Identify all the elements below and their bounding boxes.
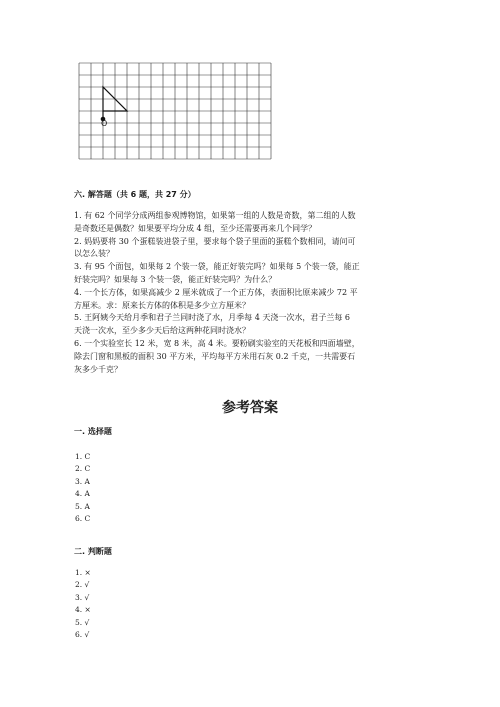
question-line: 好装完吗？如果每 3 个装一袋，能正好装完吗？为什么？ <box>74 274 277 284</box>
question-line: 3. 有 95 个面包，如果每 2 个装一袋，能正好装完吗？如果每 5 个装一袋，能正 <box>74 262 360 272</box>
answer-item: 5. A <box>75 501 90 511</box>
question-line: 5. 王阿姨今天给月季和君子兰同时浇了水，月季每 4 天浇一次水，君子兰每 6 <box>74 313 350 323</box>
answer-item: 2. C <box>75 464 91 474</box>
judge-answer-list <box>75 567 91 641</box>
answer-item: 6. √ <box>75 630 90 640</box>
answer-item: 4. × <box>75 605 91 615</box>
question-line: 4. 一个长方体，如果高减少 2 厘米就成了一个正方体，表面积比原来减少 72 平 <box>74 287 358 297</box>
choice-answer-list <box>75 451 90 525</box>
question-line: 2. 妈妈要将 30 个蛋糕装进袋子里，要求每个袋子里面的蛋糕个数相同，请问可 <box>74 236 356 246</box>
answer-section-choice-title: 一. 选择题 <box>74 427 112 436</box>
grid-figure <box>79 63 271 159</box>
question-line: 方厘米。求：原来长方体的体积是多少立方厘米？ <box>74 300 250 310</box>
question-line: 以怎么装？ <box>74 249 114 259</box>
question-line: 6. 一个实验室长 12 米，宽 8 米，高 4 米。要粉刷实验室的天花板和四面墙壁， <box>74 338 360 348</box>
answer-item: 4. A <box>75 489 90 499</box>
answer-item: 3. A <box>75 476 90 486</box>
question-line: 1. 有 62 个同学分成两组参观博物馆，如果第一组的人数是奇数，第二组的人数 <box>74 211 356 220</box>
question-line: 是奇数还是偶数？如果要平均分成 4 组，至少还需要再来几个同学？ <box>74 223 317 233</box>
answer-item: 1. C <box>75 452 91 461</box>
question-line: 天浇一次水，至少多少天后给这两种花同时浇水？ <box>74 326 250 336</box>
answer-item: 3. √ <box>75 592 90 602</box>
answer-item: 6. C <box>75 514 91 524</box>
answer-item: 1. × <box>75 568 91 577</box>
solve-questions <box>74 210 434 376</box>
section-title-solve: 六. 解答题（共 6 题，共 27 分） <box>74 190 196 199</box>
answer-section-judge-title: 二. 判断题 <box>74 547 112 556</box>
answer-item: 5. √ <box>75 617 90 627</box>
origin-label: O <box>101 119 108 128</box>
answer-item: 2. √ <box>75 580 90 590</box>
question-line: 灰多少千克？ <box>74 364 122 374</box>
coordinate-grid <box>79 63 271 159</box>
answer-heading: 参考答案 <box>222 400 278 416</box>
question-line: 除去门窗和黑板的面积 30 平方米，平均每平方米用石灰 0.2 千克，一共需要石 <box>74 351 356 361</box>
